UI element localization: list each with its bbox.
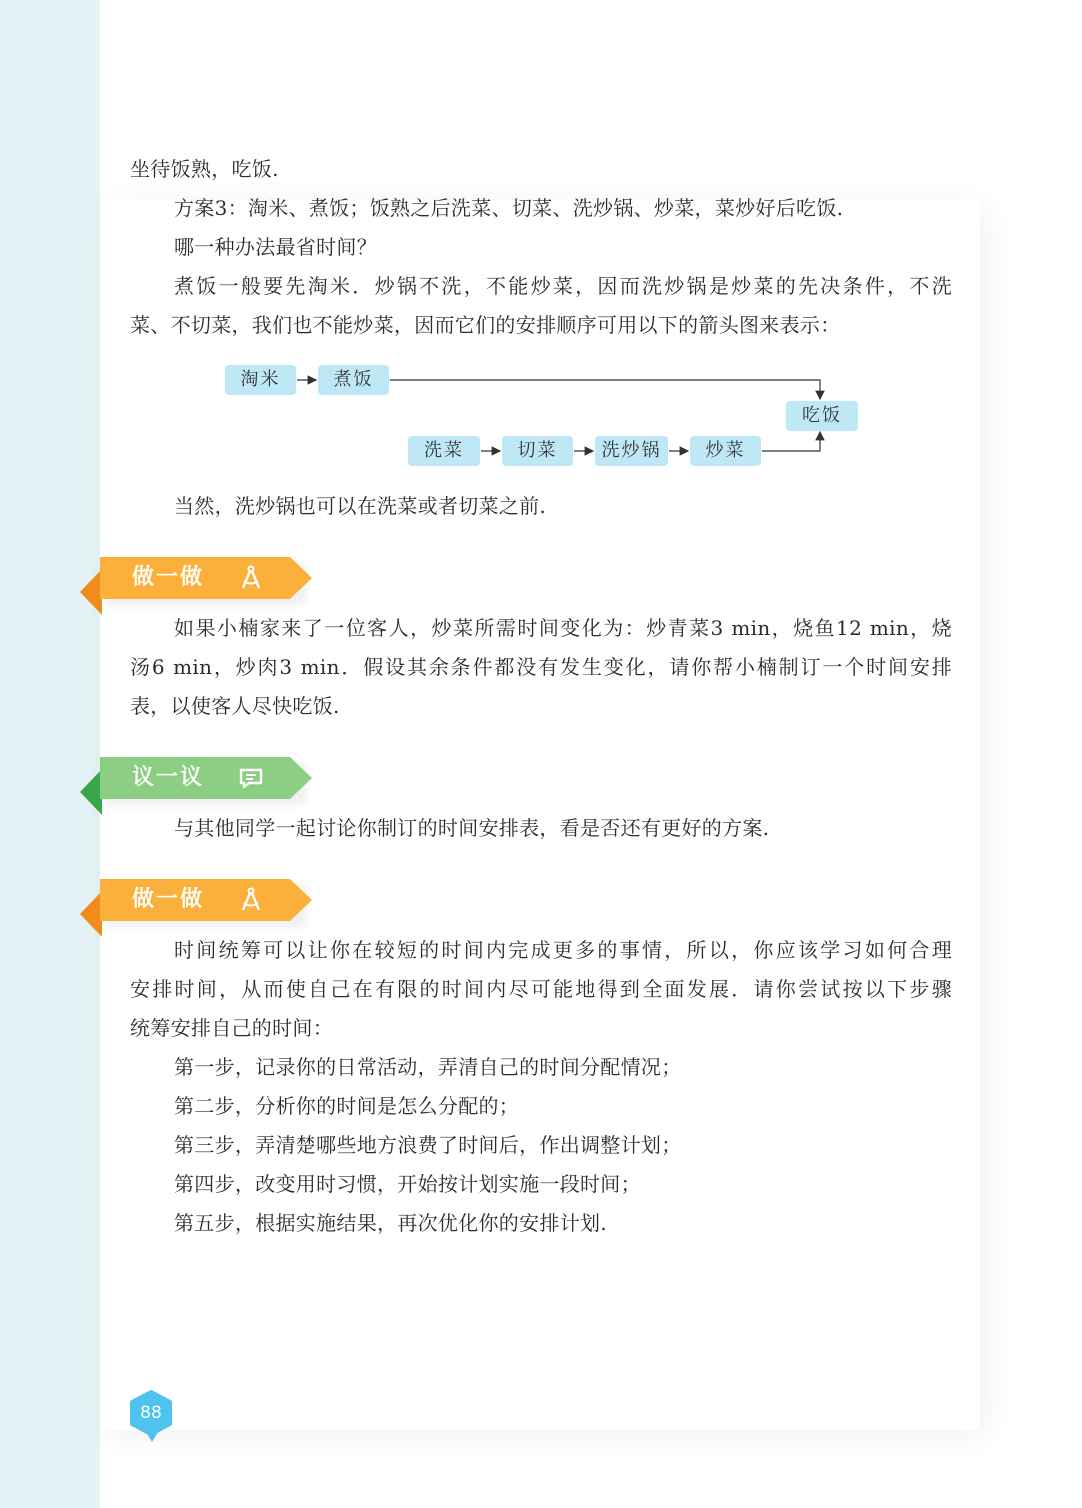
- section-title: 做一做: [132, 887, 205, 912]
- section3-line3: 统筹安排自己的时间：: [130, 1016, 333, 1040]
- section1-line3: 表，以使客人尽快吃饭.: [130, 694, 340, 718]
- section2-line1: 与其他同学一起讨论你制订的时间安排表，看是否还有更好的方案.: [174, 816, 770, 840]
- node-chifan: 吃饭: [786, 401, 858, 431]
- arrow-zhufan-chifan: [390, 380, 820, 399]
- section1-line1: 如果小楠家来了一位客人，炒菜所需时间变化为：炒青菜3 min，烧鱼12 min，烧: [174, 616, 952, 640]
- paragraph-note: 当然，洗炒锅也可以在洗菜或者切菜之前.: [174, 494, 547, 518]
- arrow-flowchart: [200, 360, 900, 470]
- section-banner-do-1: [80, 557, 320, 617]
- paragraph-question: 哪一种办法最省时间？: [174, 235, 377, 259]
- paragraph-explanation-line1: 煮饭一般要先淘米．炒锅不洗，不能炒菜，因而洗炒锅是炒菜的先决条件，不洗: [174, 274, 952, 298]
- paragraph-continuation: 坐待饭熟，吃饭.: [130, 157, 279, 181]
- step-5: 第五步，根据实施结果，再次优化你的安排计划.: [174, 1211, 607, 1235]
- section3-line2: 安排时间，从而使自己在有限的时间内尽可能地得到全面发展．请你尝试按以下步骤: [130, 977, 952, 1001]
- section-title: 做一做: [132, 565, 205, 590]
- compass-icon: [238, 887, 264, 913]
- page-number-badge: [128, 1390, 174, 1446]
- node-zhufan: 煮饭: [318, 365, 389, 395]
- paragraph-plan-3: 方案3：淘米、煮饭；饭熟之后洗菜、切菜、洗炒锅、炒菜，菜炒好后吃饭.: [174, 196, 844, 220]
- step-4: 第四步，改变用时习惯，开始按计划实施一段时间；: [174, 1172, 641, 1196]
- node-xicai: 洗菜: [408, 436, 480, 466]
- side-margin-strip: [0, 0, 100, 1508]
- compass-icon: [238, 565, 264, 591]
- step-1: 第一步，记录你的日常活动，弄清自己的时间分配情况；: [174, 1055, 682, 1079]
- paragraph-explanation-line2: 菜、不切菜，我们也不能炒菜，因而它们的安排顺序可用以下的箭头图来表示：: [130, 313, 841, 337]
- section-banner-do-2: [80, 879, 320, 939]
- section1-line2: 汤6 min，炒肉3 min．假设其余条件都没有发生变化，请你帮小楠制订一个时间安排: [130, 655, 952, 679]
- step-3: 第三步，弄清楚哪些地方浪费了时间后，作出调整计划；: [174, 1133, 682, 1157]
- page-number: 88: [140, 1403, 162, 1423]
- arrow-chaocai-chifan: [762, 432, 820, 451]
- speech-bubble-icon: [238, 765, 264, 791]
- step-2: 第二步，分析你的时间是怎么分配的；: [174, 1094, 520, 1118]
- node-qiecai: 切菜: [502, 436, 573, 466]
- node-taomi: 淘米: [225, 365, 296, 395]
- node-chaocai: 炒菜: [690, 436, 761, 466]
- node-xichaoguo: 洗炒锅: [595, 436, 668, 466]
- section3-line1: 时间统筹可以让你在较短的时间内完成更多的事情，所以，你应该学习如何合理: [174, 938, 952, 962]
- section-banner-discuss: [80, 757, 320, 817]
- section-title: 议一议: [132, 765, 205, 790]
